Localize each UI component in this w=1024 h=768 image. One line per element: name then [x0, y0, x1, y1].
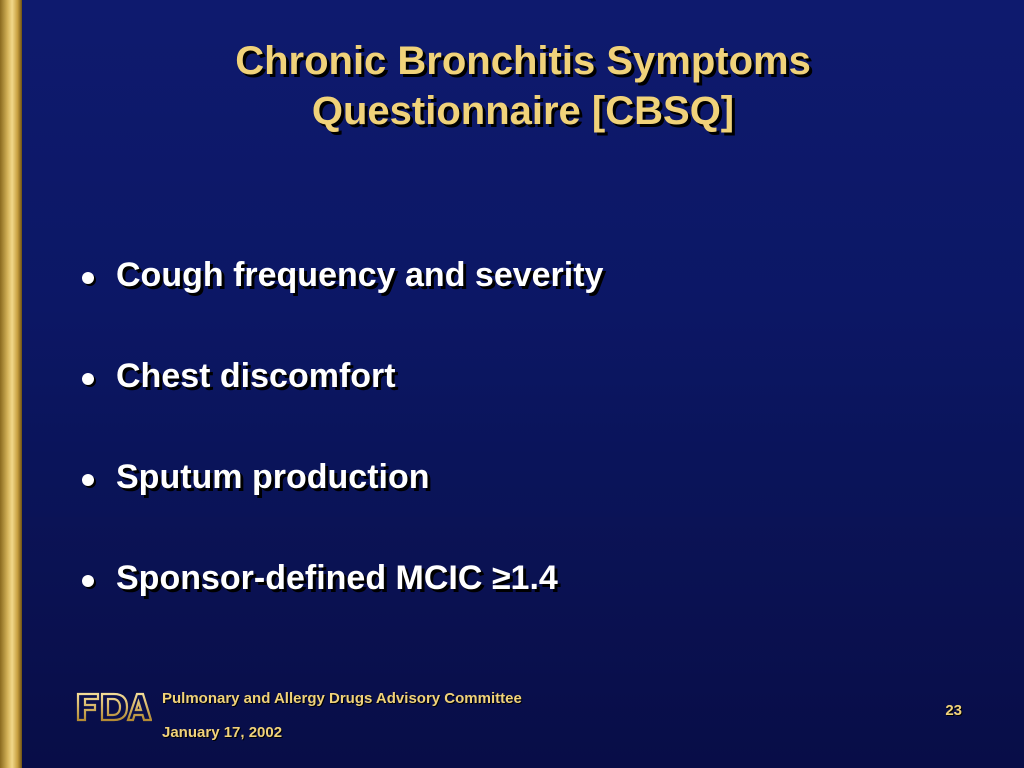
bullet-text: Sponsor-defined MCIC ≥1.4	[116, 559, 558, 597]
page-number: 23	[945, 702, 962, 719]
gold-side-bar	[0, 0, 22, 768]
bullet-item	[82, 252, 603, 353]
footer-committee-name: Pulmonary and Allergy Drugs Advisory Committee	[162, 690, 522, 707]
bullet-text: Sputum production	[116, 458, 430, 496]
bullet-dot-icon	[82, 272, 94, 284]
footer-date: January 17, 2002	[162, 724, 283, 741]
bullet-item	[82, 555, 603, 656]
bullet-item	[82, 353, 603, 454]
title-line-2: Questionnaire [CBSQ]	[311, 89, 735, 133]
slide-title	[22, 36, 1024, 136]
bullet-dot-icon	[82, 373, 94, 385]
title-line-1: Chronic Bronchitis Symptoms	[235, 39, 811, 83]
fda-logo-icon	[76, 690, 152, 724]
bullet-dot-icon	[82, 575, 94, 587]
bullet-text: Chest discomfort	[116, 357, 396, 395]
bullet-text: Cough frequency and severity	[116, 256, 604, 294]
bullet-item	[82, 454, 603, 555]
bullet-dot-icon	[82, 474, 94, 486]
bullet-list	[82, 252, 603, 656]
